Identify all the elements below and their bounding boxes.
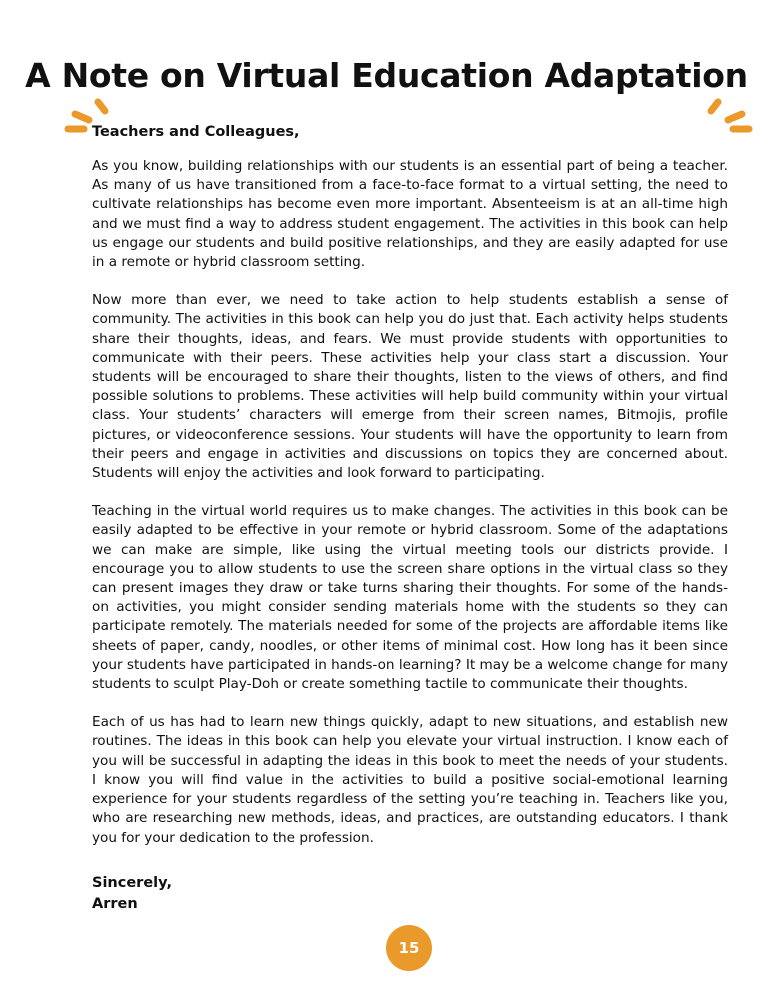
letter-body [92, 120, 728, 867]
closing: Sincerely, [92, 875, 172, 891]
page-number-badge: 15 [386, 925, 432, 971]
paragraph-3: Teaching in the virtual world requires us to make changes. The activities in this book can be easily adapted to be effective in your remote or hybrid classroom. Some of the adaptations we can make are simple, like using the virtual meeting tools our districts provide. I encourage you to allow students to use the screen share options in the virtual class so they can present images they draw or take turns sharing their thoughts. For some of the hands-on activities, you might consider sending materials home with the students so they can participate remotely. The materials needed for some of the projects are affordable items like sheets of paper, candy, noodles, or other items of minimal cost. How long has it been since your students have participated in hands-on learning? It may be a welcome change for many students to sculpt Play-Doh or create something tactile to communicate their thoughts. [92, 503, 728, 693]
salutation: Teachers and Colleagues, [92, 124, 300, 140]
signoff [92, 873, 172, 915]
page-title: A Note on Virtual Education Adaptation [25, 56, 748, 95]
paragraph-2: Now more than ever, we need to take action to help students establish a sense of community. The activities in this book can help you do just that. Each activity helps students share their thoughts, ideas, and fears. We must provide students with opportunities to communicate with their peers. These activities help your class start a discussion. Your students will be encouraged to share their thoughts, listen to the views of others, and find possible solutions to problems. These activities will help build community within your virtual class. Your students’ characters will emerge from their screen names, Bitmojis, profile pictures, or videoconference sessions. Your students will have the opportunity to learn from their peers and engage in activities and discussions on topics they are concerned about. Students will enjoy the activities and look forward to participating. [92, 292, 728, 482]
paragraph-4: Each of us has had to learn new things quickly, adapt to new situations, and establish new routines. The ideas in this book can help you elevate your virtual instruction. I know each of you will be successful in adapting the ideas in this book to meet the needs of your students. I know you will find value in the activities to build a positive social-emotional learning experience for your students regardless of the setting you’re teaching in. Teachers like you, who are researching new methods, ideas, and practices, are outstanding educators. I thank you for your dedication to the profession. [92, 714, 728, 846]
signature: Arren [92, 896, 138, 912]
paragraph-1: As you know, building relationships with our students is an essential part of being a teacher. As many of us have transitioned from a face-to-face format to a virtual setting, the need to cultivate relationships has become even more important. Absenteeism is at an all-time high and we must find a way to address student engagement. The activities in this book can help us engage our students and build positive relationships, and they are easily adapted for use in a remote or hybrid classroom setting. [92, 158, 728, 271]
title-area [0, 52, 773, 112]
